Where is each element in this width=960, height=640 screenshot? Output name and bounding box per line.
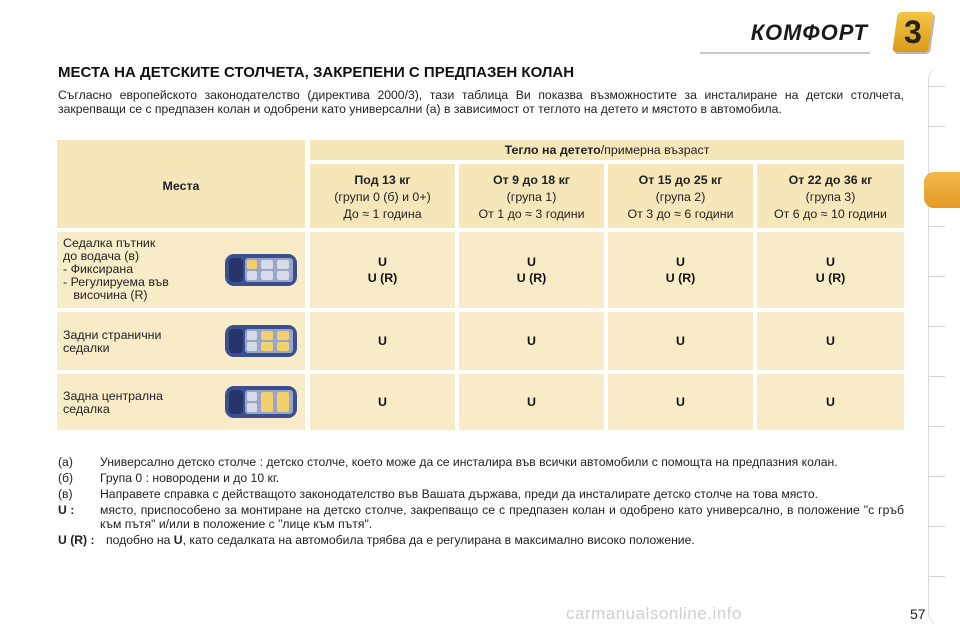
page-number: 57	[910, 606, 926, 622]
weight-header-cell	[310, 140, 904, 160]
column-weight: От 22 до 36 кг	[788, 173, 873, 187]
rail-tick	[929, 426, 945, 427]
weight-header-rest: /примерна възраст	[600, 143, 710, 157]
seat-row-front-cell	[757, 232, 904, 308]
car-seat-rear-center-icon	[223, 382, 299, 422]
footnote-text-prefix: подобно на	[106, 533, 174, 547]
seat-row-front-cell	[608, 232, 753, 308]
seat-row-rear-center-cell	[757, 374, 904, 430]
seat-value: U	[826, 334, 835, 348]
weight-header	[310, 142, 904, 158]
seat-value: U	[826, 255, 835, 269]
seat-row-front	[57, 232, 305, 308]
column-age: От 6 до ≈ 10 години	[774, 207, 887, 221]
footnote-key: (б)	[58, 471, 74, 485]
intro-paragraph: Съгласно европейското законодателство (директива 2000/3), тази таблица Ви показва възможностите за инсталиране на детски столчета, закрепващи се с предпазен колан и одобрени като универсални (a) в зависимост от теглото на детето и мястото в автомобила.	[58, 88, 904, 116]
footnote-text: Универсално детско столче : детско столче, което може да се инсталира във всички автомобили с помощта на предпазния колан.	[100, 455, 838, 469]
footnote	[58, 533, 904, 547]
footnote-key: U (R) :	[58, 533, 95, 547]
rail-tick	[929, 326, 945, 327]
seat-value: U	[676, 255, 685, 269]
footnote	[58, 471, 904, 485]
rail-tick	[929, 86, 945, 87]
seat-label-line: до водача (в)	[63, 249, 140, 263]
column-weight: От 15 до 25 кг	[638, 173, 723, 187]
seat-row-rear-side	[57, 312, 305, 370]
seat-value: U	[527, 395, 536, 409]
footnote-text: Група 0 : новородени и до 10 кг.	[100, 471, 280, 485]
rail-tick	[929, 526, 945, 527]
footnote	[58, 503, 904, 531]
seat-label-line: Седалка пътник	[63, 236, 156, 250]
seat-row-front-cell	[310, 232, 455, 308]
footnote-text-bold: U	[173, 533, 183, 547]
chapter-number: 3	[904, 14, 922, 50]
footnote-key: (a)	[58, 455, 73, 469]
footnote	[58, 487, 904, 501]
rail-tick	[929, 226, 945, 227]
footnotes	[58, 455, 904, 549]
column-header-cell	[310, 164, 455, 228]
seat-value: U	[378, 334, 387, 348]
seat-row-rear-side-cell	[459, 312, 604, 370]
rail-tick	[929, 126, 945, 127]
places-header-cell	[57, 140, 305, 228]
seat-row-rear-side-cell	[310, 312, 455, 370]
car-seat-rear-side-icon	[223, 321, 299, 361]
column-header-cell	[608, 164, 753, 228]
seat-value: U	[826, 395, 835, 409]
seat-value: U (R)	[815, 271, 846, 285]
seat-label-line: - Фиксирана	[63, 262, 134, 276]
chapter-badge	[892, 12, 934, 52]
seat-row-rear-side-cell	[608, 312, 753, 370]
seat-value: U	[527, 255, 536, 269]
footnote-key: U :	[58, 503, 75, 517]
chapter-title: КОМФОРТ	[750, 20, 868, 45]
footnote-text: Направете справка с действащото законодателство във Вашата държава, преди да инсталирате детско столче на това място.	[100, 487, 819, 501]
column-header-cell	[459, 164, 604, 228]
weight-header-bold: Тегло на детето	[504, 143, 601, 157]
column-group: (група 3)	[805, 190, 856, 204]
header-divider	[700, 52, 870, 54]
seat-value: U	[527, 334, 536, 348]
footnote-text: място, приспособено за монтиране на детско столче, закрепващо се с предпазен колан и одобрено като универсално, в положение "с гръб към пътя" и/или в положение с "лице към пътя".	[100, 503, 904, 531]
column-weight: От 9 до 18 кг	[493, 173, 570, 187]
column-age: До ≈ 1 година	[343, 207, 422, 221]
watermark: carmanualsonline.info	[566, 604, 742, 623]
seat-value: U (R)	[367, 271, 398, 285]
car-seat-front-passenger-icon	[223, 250, 299, 290]
seat-value: U (R)	[516, 271, 547, 285]
column-group: (групи 0 (б) и 0+)	[334, 190, 431, 204]
column-age: От 3 до ≈ 6 години	[627, 207, 734, 221]
column-age: От 1 до ≈ 3 години	[478, 207, 585, 221]
rail-tick	[929, 576, 945, 577]
seat-label-line: Задни странични	[63, 328, 162, 342]
column-header-cell	[757, 164, 904, 228]
rail-tick	[929, 476, 945, 477]
seat-label-line: Задна централна	[63, 389, 163, 403]
seat-value: U	[378, 395, 387, 409]
active-chapter-tab[interactable]	[924, 172, 960, 208]
column-group: (група 1)	[506, 190, 557, 204]
page-title: МЕСТА НА ДЕТСКИТЕ СТОЛЧЕТА, ЗАКРЕПЕНИ С ПРЕДПАЗЕН КОЛАН	[58, 64, 575, 81]
places-header: Места	[162, 179, 200, 193]
rail-tick	[929, 376, 945, 377]
seat-row-front-cell	[459, 232, 604, 308]
seat-value: U	[676, 334, 685, 348]
rail-tick	[929, 276, 945, 277]
column-weight: Под 13 кг	[354, 173, 411, 187]
seat-row-rear-side-cell	[757, 312, 904, 370]
footnote	[58, 455, 904, 469]
seat-label-line: височина (R)	[63, 288, 148, 302]
column-group: (група 2)	[655, 190, 706, 204]
seat-row-rear-center	[57, 374, 305, 430]
seat-row-rear-center-cell	[608, 374, 753, 430]
seat-value: U	[676, 395, 685, 409]
seat-row-rear-center-cell	[459, 374, 604, 430]
seat-value: U	[378, 255, 387, 269]
seat-label-line: седалка	[63, 402, 110, 416]
footnote-text-suffix: , като седалката на автомобила трябва да е регулирана в максимално високо положение.	[182, 533, 695, 547]
seat-label-line: седалки	[63, 341, 110, 355]
seat-value: U (R)	[665, 271, 696, 285]
seat-label-line: - Регулируема във	[63, 275, 169, 289]
chapter-tab-rail	[928, 66, 960, 626]
footnote-key: (в)	[58, 487, 73, 501]
seat-row-rear-center-cell	[310, 374, 455, 430]
